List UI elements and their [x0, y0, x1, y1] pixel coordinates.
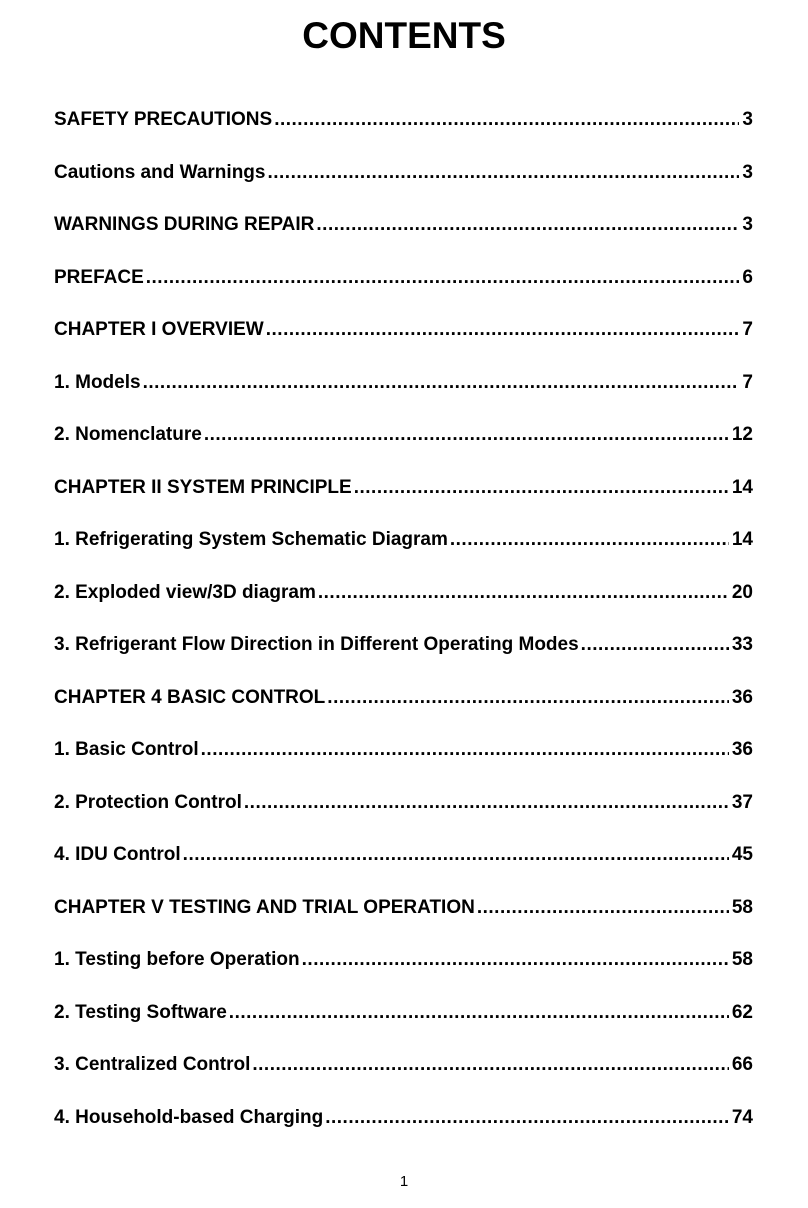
toc-entry[interactable]: [54, 944, 753, 997]
toc-dot-leader: [204, 419, 729, 451]
toc-entry-label: 2. Nomenclature: [54, 424, 202, 445]
toc-dot-leader: [327, 682, 729, 714]
toc-dot-leader: [581, 629, 729, 661]
toc-dot-leader: [318, 577, 729, 609]
toc-entry[interactable]: [54, 629, 753, 682]
toc-entry-label: 3. Centralized Control: [54, 1054, 251, 1075]
toc-entry[interactable]: [54, 419, 753, 472]
toc-entry-label: SAFETY PRECAUTIONS: [54, 109, 273, 130]
toc-entry-label: 4. IDU Control: [54, 844, 181, 865]
toc-entry[interactable]: [54, 1102, 753, 1155]
toc-entry-page: 7: [742, 371, 753, 393]
toc-dot-leader: [302, 944, 729, 976]
toc-entry-label: 4. Household-based Charging: [54, 1106, 324, 1128]
toc-entry[interactable]: [54, 997, 753, 1050]
toc-entry-page: 36: [731, 686, 753, 708]
toc-dot-leader: [354, 472, 729, 504]
toc-entry[interactable]: [54, 839, 753, 892]
toc-entry-page: 6: [742, 266, 753, 288]
toc-entry-label: CHAPTER II SYSTEM PRINCIPLE: [54, 476, 352, 498]
toc-dot-leader: [146, 262, 740, 294]
page-number: 1: [399, 1173, 409, 1190]
page-title: CONTENTS: [302, 15, 506, 56]
toc-dot-leader: [229, 997, 729, 1029]
toc-entry[interactable]: [54, 367, 753, 420]
toc-entry-page: 58: [731, 949, 753, 970]
toc-entry[interactable]: [54, 577, 753, 630]
toc-entry[interactable]: [54, 682, 753, 735]
toc-entry[interactable]: [54, 524, 753, 577]
toc-dot-leader: [143, 367, 740, 399]
toc-entry[interactable]: [54, 314, 753, 367]
toc-entry-label: WARNINGS DURING REPAIR: [54, 214, 315, 235]
toc-dot-leader: [274, 104, 739, 136]
toc-entry[interactable]: [54, 892, 753, 945]
toc-entry[interactable]: [54, 1049, 753, 1102]
toc-entry-page: 3: [742, 214, 753, 235]
toc-entry-page: 12: [731, 424, 753, 445]
toc-dot-leader: [267, 157, 739, 189]
toc-dot-leader: [201, 734, 729, 766]
toc-entry-page: 66: [731, 1054, 753, 1075]
toc-entry-label: CHAPTER I OVERVIEW: [54, 319, 264, 340]
toc-entry-page: 37: [731, 791, 753, 813]
toc-entry-label: 1. Models: [54, 371, 141, 393]
toc-entry-label: 2. Protection Control: [54, 791, 242, 813]
toc-entry-label: 1. Basic Control: [54, 739, 199, 760]
toc-entry-page: 36: [731, 739, 753, 760]
toc-dot-leader: [316, 209, 739, 241]
toc-entry-label: Cautions and Warnings: [54, 161, 266, 183]
toc-dot-leader: [266, 314, 740, 346]
toc-entry-page: 62: [731, 1001, 753, 1023]
toc-entry-label: 1. Refrigerating System Schematic Diagram: [54, 529, 448, 550]
toc-entry-page: 20: [731, 581, 753, 603]
toc-entry[interactable]: [54, 262, 753, 315]
toc-entry[interactable]: [54, 104, 753, 157]
toc-entry-page: 7: [742, 319, 753, 340]
toc-entry[interactable]: [54, 787, 753, 840]
toc-entry-label: CHAPTER V TESTING AND TRIAL OPERATION: [54, 896, 475, 918]
toc-dot-leader: [244, 787, 729, 819]
toc-dot-leader: [252, 1049, 729, 1081]
toc-dot-leader: [450, 524, 729, 556]
toc-entry-label: 3. Refrigerant Flow Direction in Different Operating Modes: [54, 634, 579, 655]
toc-entry-page: 3: [742, 109, 753, 130]
toc-entry[interactable]: [54, 472, 753, 525]
toc-entry-page: 74: [731, 1106, 753, 1128]
table-of-contents: [54, 104, 753, 1154]
toc-entry-label: 2. Exploded view/3D diagram: [54, 581, 316, 603]
toc-entry-page: 45: [731, 844, 753, 865]
toc-entry-label: CHAPTER 4 BASIC CONTROL: [54, 686, 326, 708]
toc-entry[interactable]: [54, 209, 753, 262]
toc-dot-leader: [183, 839, 729, 871]
toc-entry-label: 1. Testing before Operation: [54, 949, 300, 970]
toc-entry[interactable]: [54, 734, 753, 787]
toc-dot-leader: [325, 1102, 729, 1134]
toc-entry-page: 58: [731, 896, 753, 918]
toc-dot-leader: [477, 892, 729, 924]
toc-entry-label: 2. Testing Software: [54, 1001, 227, 1023]
toc-entry-page: 14: [731, 476, 753, 498]
toc-entry-label: PREFACE: [54, 266, 144, 288]
toc-entry[interactable]: [54, 157, 753, 210]
toc-entry-page: 14: [731, 529, 753, 550]
toc-entry-page: 3: [742, 161, 753, 183]
toc-entry-page: 33: [731, 634, 753, 655]
